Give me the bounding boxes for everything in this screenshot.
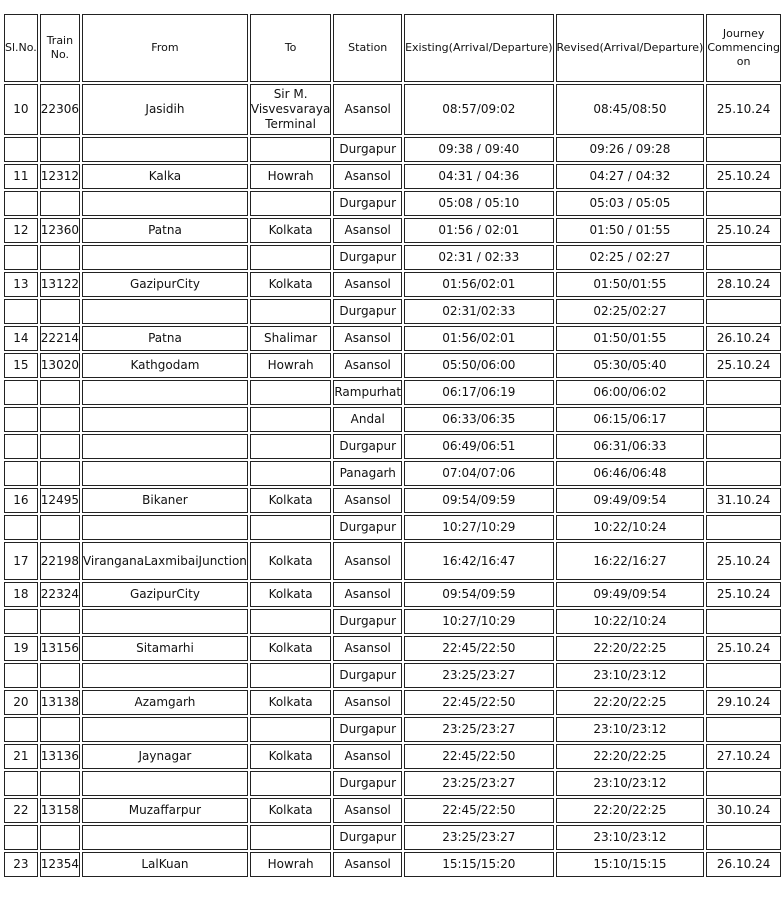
cell-train-no: [40, 663, 80, 688]
cell-from: Bikaner: [82, 488, 248, 513]
cell-train-no: [40, 191, 80, 216]
cell-to: Kolkata: [250, 218, 331, 243]
table-row: [4, 663, 781, 688]
cell-revised: 16:22/16:27: [556, 542, 705, 580]
cell-to: [250, 515, 331, 540]
cell-sl-no: 20: [4, 690, 38, 715]
cell-station: Durgapur: [333, 299, 402, 324]
cell-to: Kolkata: [250, 272, 331, 297]
cell-sl-no: 13: [4, 272, 38, 297]
table-row: [4, 515, 781, 540]
cell-revised: 01:50/01:55: [556, 272, 705, 297]
cell-to: [250, 609, 331, 634]
cell-train-no: 13158: [40, 798, 80, 823]
cell-sl-no: [4, 299, 38, 324]
cell-to: [250, 407, 331, 432]
cell-train-no: 12495: [40, 488, 80, 513]
table-row: [4, 636, 781, 661]
table-row: [4, 434, 781, 459]
cell-revised: 06:46/06:48: [556, 461, 705, 486]
cell-train-no: [40, 609, 80, 634]
table-row: [4, 137, 781, 162]
cell-to: Sir M. Visvesvaraya Terminal: [250, 84, 331, 135]
cell-revised: 02:25 / 02:27: [556, 245, 705, 270]
cell-revised: 23:10/23:12: [556, 825, 705, 850]
cell-from: [82, 771, 248, 796]
cell-sl-no: 18: [4, 582, 38, 607]
cell-existing: 02:31 / 02:33: [404, 245, 553, 270]
cell-station: Asansol: [333, 272, 402, 297]
cell-from: LalKuan: [82, 852, 248, 877]
cell-sl-no: 11: [4, 164, 38, 189]
table-row: [4, 164, 781, 189]
table-row: [4, 380, 781, 405]
table-row: [4, 488, 781, 513]
table-row: [4, 717, 781, 742]
cell-train-no: [40, 245, 80, 270]
cell-existing: 22:45/22:50: [404, 798, 553, 823]
cell-sl-no: [4, 771, 38, 796]
cell-existing: 22:45/22:50: [404, 744, 553, 769]
cell-from: Jaynagar: [82, 744, 248, 769]
cell-from: [82, 191, 248, 216]
cell-to: [250, 663, 331, 688]
table-row: [4, 353, 781, 378]
cell-revised: 23:10/23:12: [556, 771, 705, 796]
cell-train-no: 13136: [40, 744, 80, 769]
cell-journey: [706, 137, 781, 162]
cell-journey: 25.10.24: [706, 636, 781, 661]
cell-train-no: [40, 434, 80, 459]
cell-existing: 23:25/23:27: [404, 663, 553, 688]
cell-train-no: [40, 407, 80, 432]
cell-sl-no: [4, 663, 38, 688]
table-row: [4, 690, 781, 715]
cell-from: ViranganaLaxmibaiJunction: [82, 542, 248, 580]
cell-from: [82, 380, 248, 405]
table-row: [4, 542, 781, 580]
cell-to: Kolkata: [250, 582, 331, 607]
cell-train-no: [40, 825, 80, 850]
cell-station: Asansol: [333, 582, 402, 607]
cell-revised: 06:00/06:02: [556, 380, 705, 405]
cell-from: Patna: [82, 326, 248, 351]
cell-station: Durgapur: [333, 771, 402, 796]
cell-from: [82, 825, 248, 850]
cell-station: Asansol: [333, 353, 402, 378]
cell-sl-no: 22: [4, 798, 38, 823]
cell-revised: 23:10/23:12: [556, 717, 705, 742]
cell-sl-no: [4, 461, 38, 486]
cell-to: Kolkata: [250, 636, 331, 661]
cell-journey: 25.10.24: [706, 542, 781, 580]
cell-revised: 10:22/10:24: [556, 515, 705, 540]
cell-sl-no: [4, 434, 38, 459]
cell-train-no: [40, 380, 80, 405]
table-row: [4, 744, 781, 769]
header-to: To: [250, 14, 331, 82]
cell-journey: 25.10.24: [706, 582, 781, 607]
cell-train-no: 13122: [40, 272, 80, 297]
cell-from: GazipurCity: [82, 272, 248, 297]
cell-existing: 09:38 / 09:40: [404, 137, 553, 162]
cell-sl-no: 21: [4, 744, 38, 769]
cell-existing: 04:31 / 04:36: [404, 164, 553, 189]
cell-revised: 05:03 / 05:05: [556, 191, 705, 216]
cell-train-no: 22198: [40, 542, 80, 580]
cell-station: Durgapur: [333, 717, 402, 742]
cell-existing: 06:49/06:51: [404, 434, 553, 459]
cell-station: Durgapur: [333, 609, 402, 634]
cell-journey: 31.10.24: [706, 488, 781, 513]
cell-to: [250, 191, 331, 216]
cell-train-no: [40, 515, 80, 540]
cell-existing: 01:56/02:01: [404, 272, 553, 297]
cell-revised: 15:10/15:15: [556, 852, 705, 877]
cell-journey: 25.10.24: [706, 218, 781, 243]
cell-revised: 08:45/08:50: [556, 84, 705, 135]
cell-station: Durgapur: [333, 434, 402, 459]
cell-sl-no: [4, 515, 38, 540]
table-row: [4, 852, 781, 877]
cell-from: [82, 434, 248, 459]
cell-existing: 08:57/09:02: [404, 84, 553, 135]
table-row: [4, 326, 781, 351]
table-body: [4, 84, 781, 877]
cell-journey: 29.10.24: [706, 690, 781, 715]
header-sl-no: Sl.No.: [4, 14, 38, 82]
cell-to: [250, 717, 331, 742]
cell-journey: [706, 380, 781, 405]
cell-existing: 23:25/23:27: [404, 825, 553, 850]
table-row: [4, 407, 781, 432]
cell-to: [250, 299, 331, 324]
cell-station: Asansol: [333, 636, 402, 661]
table-row: [4, 825, 781, 850]
table-row: [4, 84, 781, 135]
cell-revised: 09:26 / 09:28: [556, 137, 705, 162]
cell-revised: 06:31/06:33: [556, 434, 705, 459]
cell-revised: 23:10/23:12: [556, 663, 705, 688]
cell-train-no: [40, 137, 80, 162]
cell-journey: [706, 299, 781, 324]
cell-existing: 05:08 / 05:10: [404, 191, 553, 216]
cell-to: Shalimar: [250, 326, 331, 351]
cell-journey: [706, 825, 781, 850]
cell-existing: 10:27/10:29: [404, 515, 553, 540]
cell-station: Durgapur: [333, 825, 402, 850]
cell-train-no: [40, 717, 80, 742]
table-row: [4, 582, 781, 607]
cell-station: Asansol: [333, 84, 402, 135]
cell-journey: 26.10.24: [706, 852, 781, 877]
cell-sl-no: [4, 380, 38, 405]
table-row: [4, 299, 781, 324]
cell-journey: [706, 407, 781, 432]
cell-from: Azamgarh: [82, 690, 248, 715]
cell-journey: [706, 191, 781, 216]
cell-revised: 05:30/05:40: [556, 353, 705, 378]
cell-existing: 06:33/06:35: [404, 407, 553, 432]
cell-from: [82, 609, 248, 634]
cell-to: Kolkata: [250, 488, 331, 513]
cell-revised: 06:15/06:17: [556, 407, 705, 432]
cell-sl-no: 17: [4, 542, 38, 580]
cell-journey: [706, 245, 781, 270]
cell-revised: 09:49/09:54: [556, 582, 705, 607]
cell-sl-no: [4, 191, 38, 216]
header-existing: Existing(Arrival/Departure): [404, 14, 553, 82]
cell-train-no: 12312: [40, 164, 80, 189]
cell-existing: 09:54/09:59: [404, 582, 553, 607]
table-row: [4, 218, 781, 243]
cell-train-no: [40, 299, 80, 324]
cell-station: Rampurhat: [333, 380, 402, 405]
cell-journey: [706, 515, 781, 540]
cell-journey: 25.10.24: [706, 353, 781, 378]
cell-journey: [706, 609, 781, 634]
cell-journey: 25.10.24: [706, 164, 781, 189]
table-row: [4, 461, 781, 486]
cell-station: Andal: [333, 407, 402, 432]
cell-train-no: [40, 771, 80, 796]
table-row: [4, 272, 781, 297]
cell-sl-no: 16: [4, 488, 38, 513]
cell-train-no: 12360: [40, 218, 80, 243]
cell-sl-no: [4, 407, 38, 432]
cell-existing: 15:15/15:20: [404, 852, 553, 877]
cell-from: Sitamarhi: [82, 636, 248, 661]
cell-sl-no: 14: [4, 326, 38, 351]
cell-station: Asansol: [333, 164, 402, 189]
cell-existing: 05:50/06:00: [404, 353, 553, 378]
cell-existing: 23:25/23:27: [404, 717, 553, 742]
cell-revised: 22:20/22:25: [556, 690, 705, 715]
cell-to: Kolkata: [250, 798, 331, 823]
cell-to: [250, 461, 331, 486]
cell-to: [250, 825, 331, 850]
cell-station: Durgapur: [333, 663, 402, 688]
cell-existing: 01:56/02:01: [404, 326, 553, 351]
cell-to: [250, 380, 331, 405]
cell-sl-no: [4, 137, 38, 162]
cell-station: Asansol: [333, 542, 402, 580]
cell-from: [82, 137, 248, 162]
cell-revised: 01:50 / 01:55: [556, 218, 705, 243]
header-revised: Revised(Arrival/Departure): [556, 14, 705, 82]
cell-existing: 10:27/10:29: [404, 609, 553, 634]
cell-from: [82, 461, 248, 486]
header-journey: Journey Commencing on: [706, 14, 781, 82]
cell-sl-no: 15: [4, 353, 38, 378]
cell-journey: 26.10.24: [706, 326, 781, 351]
cell-from: Patna: [82, 218, 248, 243]
cell-revised: 01:50/01:55: [556, 326, 705, 351]
cell-train-no: 13020: [40, 353, 80, 378]
header-station: Station: [333, 14, 402, 82]
cell-station: Asansol: [333, 218, 402, 243]
cell-existing: 02:31/02:33: [404, 299, 553, 324]
cell-from: Jasidih: [82, 84, 248, 135]
table-header-row: [4, 14, 781, 82]
cell-from: [82, 299, 248, 324]
cell-sl-no: [4, 825, 38, 850]
cell-to: [250, 434, 331, 459]
cell-station: Asansol: [333, 488, 402, 513]
cell-revised: 04:27 / 04:32: [556, 164, 705, 189]
cell-sl-no: [4, 609, 38, 634]
cell-existing: 01:56 / 02:01: [404, 218, 553, 243]
cell-station: Asansol: [333, 690, 402, 715]
cell-station: Asansol: [333, 744, 402, 769]
cell-from: Muzaffarpur: [82, 798, 248, 823]
cell-train-no: 22324: [40, 582, 80, 607]
cell-from: [82, 663, 248, 688]
cell-to: [250, 245, 331, 270]
cell-sl-no: [4, 245, 38, 270]
cell-revised: 22:20/22:25: [556, 636, 705, 661]
cell-journey: [706, 434, 781, 459]
cell-journey: 28.10.24: [706, 272, 781, 297]
cell-existing: 23:25/23:27: [404, 771, 553, 796]
cell-from: GazipurCity: [82, 582, 248, 607]
cell-journey: 25.10.24: [706, 84, 781, 135]
revised-timings-table: [2, 12, 783, 879]
header-train-no: Train No.: [40, 14, 80, 82]
cell-journey: [706, 663, 781, 688]
cell-station: Durgapur: [333, 515, 402, 540]
table-row: [4, 245, 781, 270]
cell-from: [82, 245, 248, 270]
cell-revised: 09:49/09:54: [556, 488, 705, 513]
cell-to: [250, 137, 331, 162]
cell-revised: 10:22/10:24: [556, 609, 705, 634]
cell-station: Durgapur: [333, 191, 402, 216]
cell-to: [250, 771, 331, 796]
cell-sl-no: 19: [4, 636, 38, 661]
cell-existing: 22:45/22:50: [404, 636, 553, 661]
cell-sl-no: [4, 717, 38, 742]
cell-journey: [706, 461, 781, 486]
cell-revised: 22:20/22:25: [556, 798, 705, 823]
table-row: [4, 191, 781, 216]
cell-train-no: 22306: [40, 84, 80, 135]
cell-station: Asansol: [333, 798, 402, 823]
cell-from: Kathgodam: [82, 353, 248, 378]
cell-station: Asansol: [333, 326, 402, 351]
cell-sl-no: 23: [4, 852, 38, 877]
cell-train-no: 12354: [40, 852, 80, 877]
cell-journey: 30.10.24: [706, 798, 781, 823]
cell-train-no: [40, 461, 80, 486]
cell-journey: 27.10.24: [706, 744, 781, 769]
cell-station: Panagarh: [333, 461, 402, 486]
cell-station: Asansol: [333, 852, 402, 877]
cell-station: Durgapur: [333, 137, 402, 162]
cell-train-no: 13138: [40, 690, 80, 715]
cell-train-no: 13156: [40, 636, 80, 661]
cell-station: Durgapur: [333, 245, 402, 270]
cell-revised: 22:20/22:25: [556, 744, 705, 769]
cell-existing: 07:04/07:06: [404, 461, 553, 486]
header-from: From: [82, 14, 248, 82]
cell-from: [82, 407, 248, 432]
cell-from: [82, 717, 248, 742]
cell-journey: [706, 771, 781, 796]
cell-to: Howrah: [250, 353, 331, 378]
cell-revised: 02:25/02:27: [556, 299, 705, 324]
table-row: [4, 609, 781, 634]
cell-existing: 22:45/22:50: [404, 690, 553, 715]
cell-to: Howrah: [250, 852, 331, 877]
cell-to: Kolkata: [250, 542, 331, 580]
table-row: [4, 798, 781, 823]
cell-train-no: 22214: [40, 326, 80, 351]
cell-to: Kolkata: [250, 690, 331, 715]
cell-sl-no: 12: [4, 218, 38, 243]
cell-to: Kolkata: [250, 744, 331, 769]
cell-existing: 09:54/09:59: [404, 488, 553, 513]
cell-to: Howrah: [250, 164, 331, 189]
table-row: [4, 771, 781, 796]
cell-sl-no: 10: [4, 84, 38, 135]
cell-journey: [706, 717, 781, 742]
cell-from: [82, 515, 248, 540]
cell-existing: 06:17/06:19: [404, 380, 553, 405]
cell-existing: 16:42/16:47: [404, 542, 553, 580]
cell-from: Kalka: [82, 164, 248, 189]
